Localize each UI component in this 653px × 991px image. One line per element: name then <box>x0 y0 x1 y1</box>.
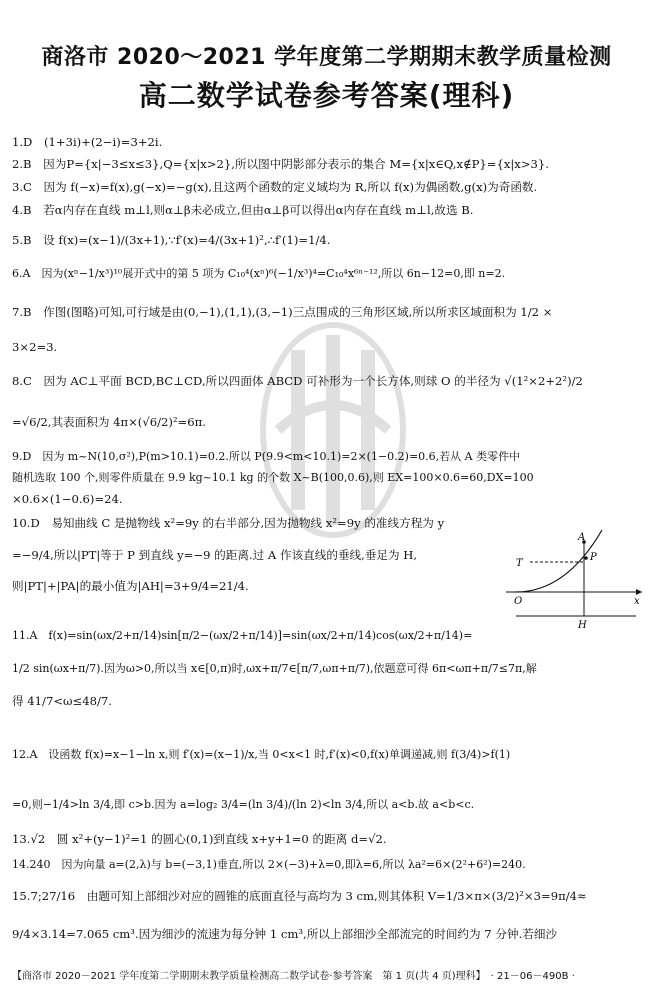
x-axis-arrow <box>636 589 642 595</box>
label-x: x <box>634 596 640 607</box>
answer-line: 6.A 因为(xⁿ−1/x³)¹⁰展开式中的第 5 项为 C₁₀⁴(xⁿ)⁶(−1/x³)⁴=C₁₀⁴x⁶ⁿ⁻¹²,所以 6n−12=0,即 n=2. <box>12 267 506 280</box>
watermark-logo <box>258 320 408 540</box>
answer-line: 1/2 sin(ωx+π/7).因为ω>0,所以当 x∈[0,π)时,ωx+π/7∈[π/7,ωπ+π/7),依题意可得 6π<ωπ+π/7≤7π,解 <box>12 662 537 675</box>
answer-line: 2.B 因为P={x|−3≤x≤3},Q={x|x>2},所以图中阴影部分表示的集合 M={x|x∈Q,x∉P}={x|x>3}. <box>12 157 549 171</box>
page-title-line1: 商洛市 2020～2021 学年度第二学期期末教学质量检测 <box>41 45 612 70</box>
answer-line: =0,则−1/4>ln 3/4,即 c>b.因为 a=log₂ 3/4=(ln 3/4)/(ln 2)<ln 3/4,所以 a<b.故 a<b<c. <box>12 798 475 811</box>
parabola-figure <box>506 520 646 630</box>
answer-line: 9.D 因为 m~N(10,σ²),P(m>10.1)=0.2.所以 P(9.9<m<10.1)=2×(1−0.2)=0.6,若从 A 类零件中 <box>12 450 521 463</box>
answer-line: 得 41/7<ω≤48/7. <box>12 694 112 708</box>
label-O: O <box>514 596 523 607</box>
answer-line: =√6/2,其表面积为 4π×(√6/2)²=6π. <box>12 415 206 429</box>
answer-line: ×0.6×(1−0.6)=24. <box>12 492 123 506</box>
label-A: A <box>578 532 586 543</box>
label-P: P <box>590 552 597 563</box>
answer-line: 15.7;27/16 由题可知上部细沙对应的圆锥的底面直径与高均为 3 cm,则其体积 V=1/3×π×(3/2)²×3=9π/4≈ <box>12 889 587 903</box>
answer-line: 3×2=3. <box>12 340 58 354</box>
answer-line: 9/4×3.14=7.065 cm³.因为细沙的流速为每分钟 1 cm³,所以上部细沙全部流完的时间约为 7 分钟.若细沙 <box>12 927 558 941</box>
answer-line: 7.B 作图(图略)可知,可行域是由(0,−1),(1,1),(3,−1)三点围成的三角形区域,所以所求区域面积为 1/2 × <box>12 305 553 319</box>
answer-line: 1.D (1+3i)+(2−i)=3+2i. <box>12 135 163 149</box>
answer-line: 3.C 因为 f(−x)=f(x),g(−x)=−g(x),且这两个函数的定义域均为 R,所以 f(x)为偶函数,g(x)为奇函数. <box>12 180 538 194</box>
answer-line: 11.A f(x)=sin(ωx/2+π/14)sin[π/2−(ωx/2+π/14)]=sin(ωx/2+π/14)cos(ωx/2+π/14)= <box>12 629 473 642</box>
answer-line: 10.D 易知曲线 C 是抛物线 x²=9y 的右半部分,因为抛物线 x²=9y 的准线方程为 y <box>12 516 445 530</box>
page-footer: 【商洛市 2020－2021 学年度第二学期期末教学质量检测高二数学试卷·参考答案 第 1 页(共 4 页)理科】 · 21－06－490B · <box>12 971 575 982</box>
answer-line: 随机选取 100 个,则零件质量在 9.9 kg~10.1 kg 的个数 X~B(100,0.6),则 EX=100×0.6=60,DX=100 <box>12 471 534 484</box>
answer-line: 5.B 设 f(x)=(x−1)/(3x+1),∵f′(x)=4/(3x+1)²,∴f′(1)=1/4. <box>12 233 331 247</box>
answer-line: 13.√2 圆 x²+(y−1)²=1 的圆心(0,1)到直线 x+y+1=0 的距离 d=√2. <box>12 832 387 846</box>
label-H: H <box>578 620 587 630</box>
answer-line: 8.C 因为 AC⊥平面 BCD,BC⊥CD,所以四面体 ABCD 可补形为一个长方体,则球 O 的半径为 √(1²×2+2²)/2 <box>12 374 583 388</box>
answer-line: 4.B 若α内存在直线 m⊥l,则α⊥β未必成立,但由α⊥β可以得出α内存在直线 m⊥l,故选 B. <box>12 203 474 217</box>
answer-line: =−9/4,所以|PT|等于 P 到直线 y=−9 的距离.过 A 作该直线的垂线,垂足为 H, <box>12 548 418 562</box>
answer-line: 则|PT|+|PA|的最小值为|AH|=3+9/4=21/4. <box>12 579 249 593</box>
answer-line: 12.A 设函数 f(x)=x−1−ln x,则 f′(x)=(x−1)/x,当 0<x<1 时,f′(x)<0,f(x)单调递减,则 f(3/4)>f(1) <box>12 748 511 761</box>
page-title-line2: 高二数学试卷参考答案(理科) <box>138 79 515 112</box>
label-T: T <box>516 558 523 569</box>
answer-line: 14.240 因为向量 a=(2,λ)与 b=(−3,1)垂直,所以 2×(−3)+λ=0,即λ=6,所以 λa²=6×(2²+6²)=240. <box>12 858 526 871</box>
